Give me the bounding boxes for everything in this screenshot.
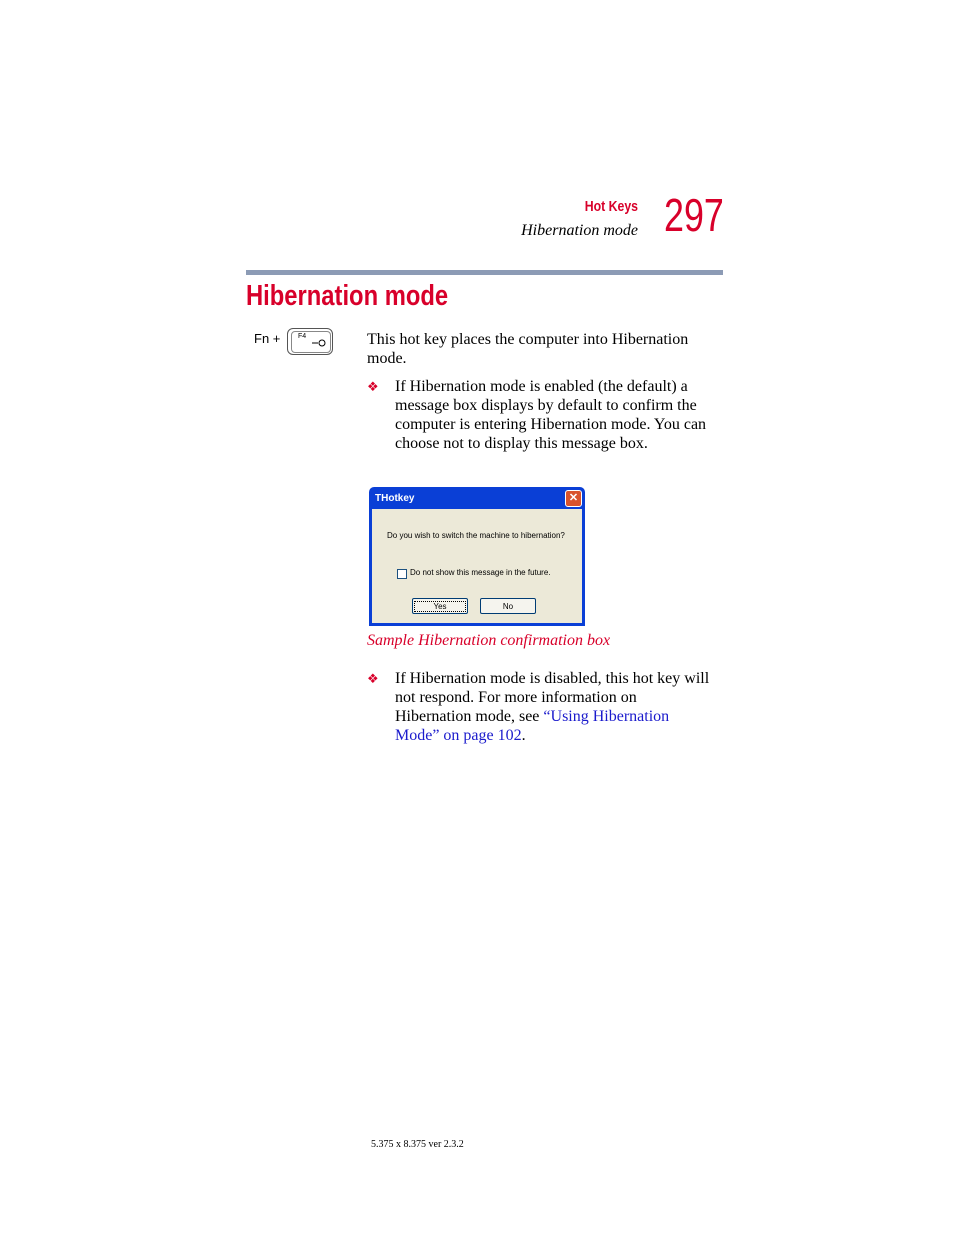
page-number: 297 — [664, 189, 724, 241]
dialog-question: Do you wish to switch the machine to hibernation? — [387, 531, 565, 540]
no-button[interactable]: No — [480, 598, 536, 614]
footer-version: 5.375 x 8.375 ver 2.3.2 — [371, 1139, 464, 1150]
running-header-subsection: Hibernation mode — [521, 222, 638, 239]
hotkey-modifier: Fn + — [254, 331, 281, 346]
bullet-disabled-body: If Hibernation mode is disabled, this hot key will not respond. For more information on Hibernation mode, see — [395, 670, 710, 725]
dont-show-checkbox[interactable] — [397, 569, 407, 579]
heading-rule — [246, 270, 723, 275]
bullet-disabled-text — [395, 669, 715, 745]
figure-caption: Sample Hibernation confirmation box — [367, 632, 611, 649]
dialog-body — [372, 509, 582, 623]
hibernate-key-icon — [312, 339, 326, 349]
thotkey-dialog — [369, 487, 585, 626]
close-icon[interactable]: ✕ — [565, 490, 582, 507]
bullet-enabled-text: If Hibernation mode is enabled (the default) a message box displays by default to confirm the computer is entering Hibernation mode. You can choose not to display this message box. — [395, 378, 707, 452]
page-title: Hibernation mode — [246, 280, 449, 312]
bullet-icon: ❖ — [367, 671, 379, 686]
bullet-disabled-end: . — [521, 727, 526, 744]
bullet-icon: ❖ — [367, 379, 379, 394]
key-label: F4 — [298, 333, 307, 340]
yes-button-label: Yes — [414, 601, 465, 612]
dialog-title: THotkey — [375, 493, 415, 504]
intro-paragraph: This hot key places the computer into Hibernation mode. — [367, 331, 689, 367]
yes-button[interactable] — [412, 598, 468, 614]
using-hibernation-mode-link[interactable]: “Using Hibernation Mode” on page 102 — [395, 708, 670, 744]
dont-show-checkbox-label[interactable]: Do not show this message in the future. — [410, 568, 551, 577]
f4-key-icon — [287, 328, 333, 355]
running-header-section: Hot Keys — [584, 198, 638, 215]
